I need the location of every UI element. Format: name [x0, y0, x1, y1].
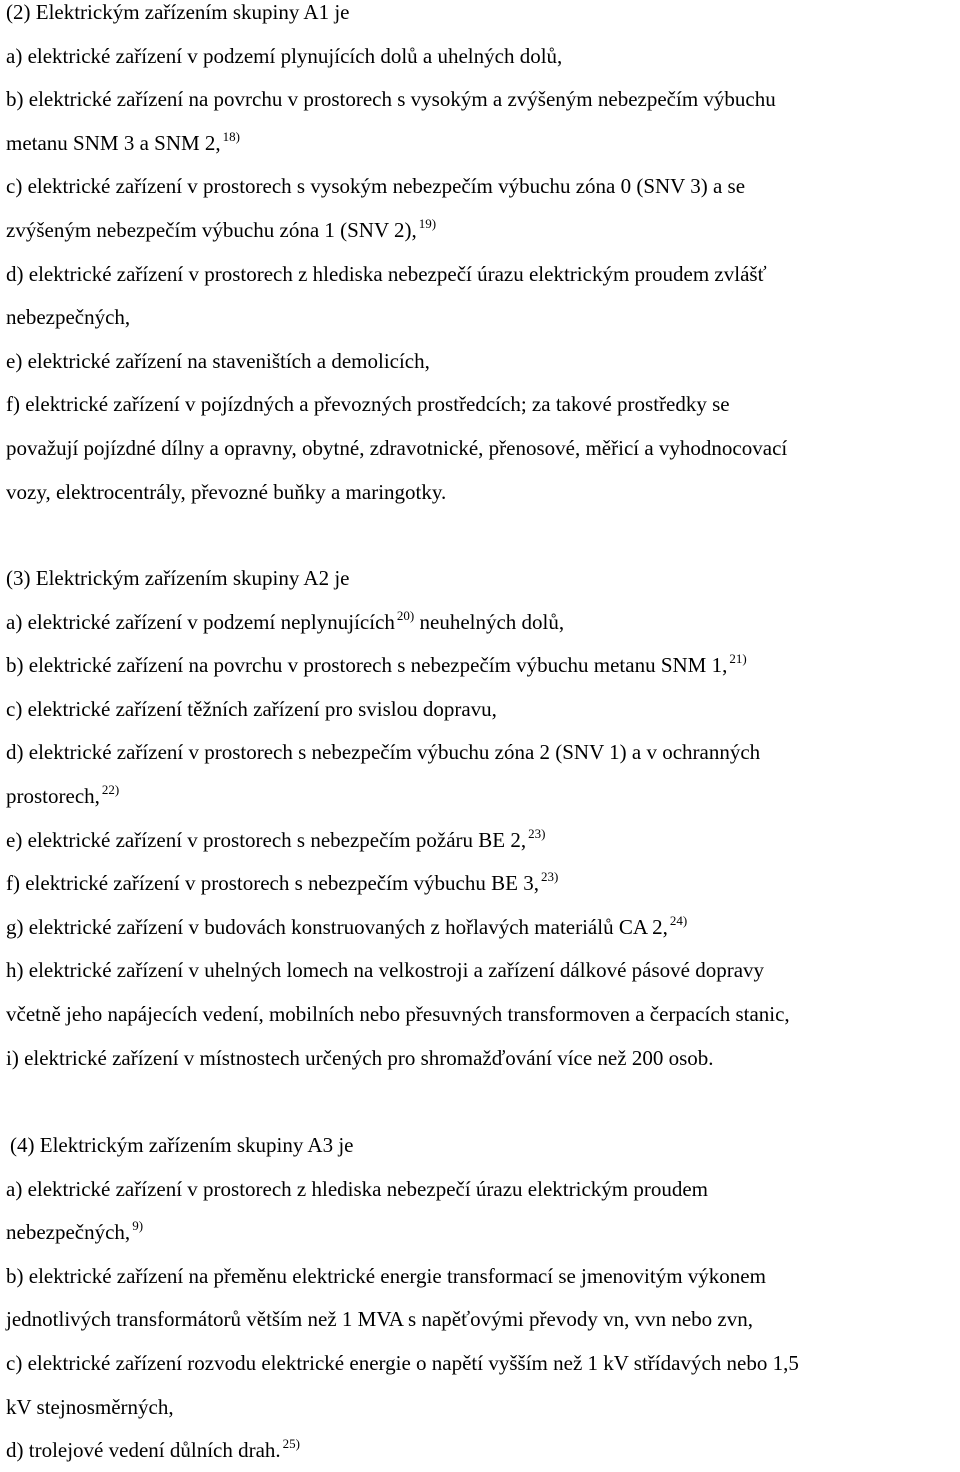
paragraph-line — [6, 730, 760, 774]
line-text: c) elektrické zařízení rozvodu elektrické energie o napětí vyšším než 1 kV střídavých nebo 1,5 — [6, 1351, 799, 1375]
paragraph-line — [6, 1254, 766, 1298]
paragraph-line — [6, 164, 745, 208]
paragraph-line — [6, 1210, 143, 1254]
footnote-reference: 21) — [729, 651, 747, 667]
line-text: nebezpečných, — [6, 305, 131, 330]
paragraph-line — [6, 818, 545, 862]
paragraph-line — [6, 208, 436, 252]
footnote-reference: 23) — [540, 869, 559, 885]
line-text: d) trolejové vedení důlních drah. — [6, 1438, 281, 1463]
paragraph-line — [6, 470, 446, 514]
paragraph-line — [6, 861, 558, 905]
line-text: b) elektrické zařízení na povrchu v prostorech s vysokým a zvýšeným nebezpečím výbuchu — [6, 87, 776, 112]
line-text: prostorech, — [6, 784, 100, 808]
paragraph-line — [6, 643, 747, 687]
paragraph-line — [6, 774, 119, 818]
line-text: i) elektrické zařízení v místnostech určených pro shromažďování více než 200 osob. — [6, 1045, 714, 1070]
line-text: h) elektrické zařízení v uhelných lomech na velkostroji a zařízení dálkové pásové dopravy — [6, 958, 765, 983]
line-text: f) elektrické zařízení v pojízdných a převozných prostředcích; za takové prostředky se — [6, 392, 730, 417]
section-heading: (2) Elektrickým zařízením skupiny A1 je — [6, 0, 350, 24]
line-text: považují pojízdné dílny a opravny, obytné, zdravotnické, přenosové, měřicí a vyhodnocovací — [6, 436, 788, 460]
paragraph-line — [6, 382, 730, 426]
footnote-reference: 19) — [418, 216, 437, 231]
paragraph-line — [6, 600, 564, 644]
line-text: d) elektrické zařízení v prostorech z hlediska nebezpečí úrazu elektrickým proudem zvlášť — [6, 261, 767, 286]
line-text: vozy, elektrocentrály, převozné buňky a maringotky. — [6, 479, 447, 504]
footnote-reference: 22) — [101, 782, 120, 797]
line-text: e) elektrické zařízení na staveništích a demolicích, — [6, 348, 430, 373]
line-text: včetně jeho napájecích vedení, mobilních nebo přesuvných transformoven a čerpacích stanic, — [6, 1002, 790, 1026]
footnote-reference: 25) — [282, 1436, 301, 1452]
paragraph-line — [6, 339, 430, 383]
paragraph-line — [6, 77, 776, 121]
line-text: g) elektrické zařízení v budovách konstruovaných z hořlavých materiálů CA 2, — [6, 914, 668, 939]
footnote-reference: 9) — [132, 1218, 144, 1234]
paragraph-line — [6, 905, 687, 949]
paragraph-line — [6, 1297, 753, 1341]
line-text: a) elektrické zařízení v podzemí neplynujících — [6, 609, 395, 634]
footnote-reference: 20) — [396, 607, 415, 623]
footnote-reference: 24) — [669, 912, 688, 928]
line-text: metanu SNM 3 a SNM 2, — [6, 130, 221, 155]
line-text-continued: neuhelných dolů, — [414, 609, 565, 634]
footnote-reference: 23) — [528, 825, 546, 841]
paragraph-line — [6, 295, 130, 339]
line-text: f) elektrické zařízení v prostorech s nebezpečím výbuchu BE 3, — [6, 871, 539, 896]
line-text: a) elektrické zařízení v prostorech z hlediska nebezpečí úrazu elektrickým proudem — [6, 1176, 708, 1201]
paragraph-line — [6, 34, 562, 78]
paragraph-line — [6, 1036, 714, 1080]
line-text: jednotlivých transformátorů větším než 1 MVA s napěťovými převody vn, vvn nebo zvn, — [6, 1307, 753, 1332]
line-text: c) elektrické zařízení v prostorech s vysokým nebezpečím výbuchu zóna 0 (SNV 3) a se — [6, 174, 746, 199]
paragraph-line — [6, 992, 790, 1036]
line-text: c) elektrické zařízení těžních zařízení pro svislou dopravu, — [6, 696, 497, 721]
line-text: nebezpečných, — [6, 1220, 131, 1245]
paragraph-line — [6, 252, 767, 296]
paragraph-line — [6, 1385, 174, 1429]
line-text: zvýšeným nebezpečím výbuchu zóna 1 (SNV 2), — [6, 218, 417, 242]
line-text: d) elektrické zařízení v prostorech s nebezpečím výbuchu zóna 2 (SNV 1) a v ochranných — [6, 740, 761, 765]
section-heading: (3) Elektrickým zařízením skupiny A2 je — [6, 566, 350, 590]
line-text: e) elektrické zařízení v prostorech s nebezpečím požáru BE 2, — [6, 827, 527, 852]
section-heading: (4) Elektrickým zařízením skupiny A3 je — [10, 1133, 354, 1157]
paragraph-line — [6, 1167, 708, 1211]
paragraph-line — [6, 1341, 799, 1385]
paragraph-line — [6, 1428, 300, 1472]
line-text: b) elektrické zařízení na povrchu v prostorech s nebezpečím výbuchu metanu SNM 1, — [6, 653, 728, 678]
line-text: kV stejnosměrných, — [6, 1394, 174, 1419]
line-text: b) elektrické zařízení na přeměnu elektrické energie transformací se jmenovitým výkonem — [6, 1263, 766, 1288]
line-text: a) elektrické zařízení v podzemí plynujících dolů a uhelných dolů, — [6, 43, 563, 68]
paragraph-line — [6, 426, 787, 470]
paragraph-line — [6, 948, 764, 992]
paragraph-line — [6, 687, 497, 731]
footnote-reference: 18) — [222, 128, 241, 144]
paragraph-line — [6, 121, 240, 165]
